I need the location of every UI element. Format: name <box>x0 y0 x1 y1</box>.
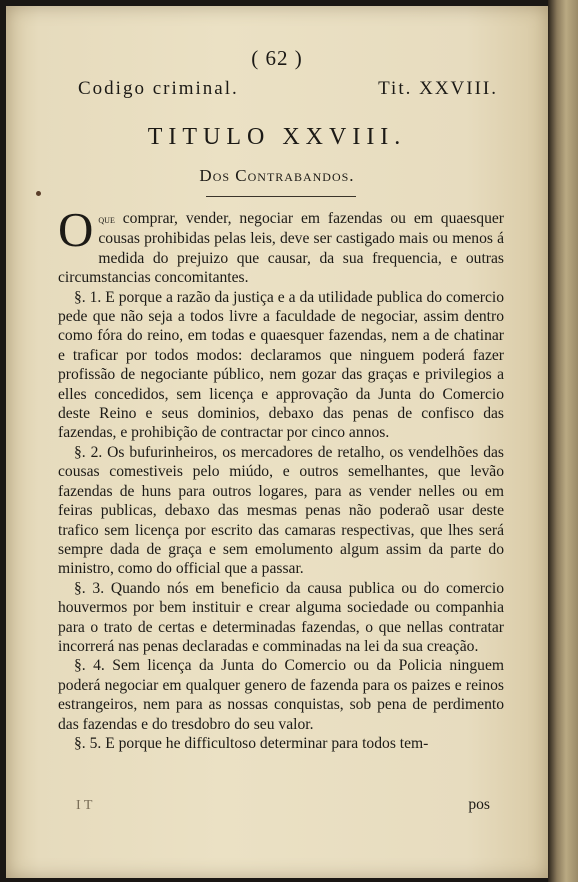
page-number: ( 62 ) <box>251 46 303 70</box>
paragraph: §. 4. Sem licença da Junta do Comercio ou da Policia ninguem poderá negociar em qualquer genero de fazenda para os paizes e reinos estrangeiros, nem para as nossas conquistas, sob pena de perdimento das fazendas e do tresdobro do seu valor. <box>58 657 504 733</box>
opening-word: que <box>98 212 115 226</box>
book-edge <box>548 0 578 882</box>
chapter-subtitle: Dos Contrabandos. <box>199 166 355 185</box>
paragraph <box>58 202 504 288</box>
paragraph: §. 3. Quando nós em beneficio da causa publica ou do comercio houvermos por bem instituir e crear alguma sociedade ou companhia para o trato de certas e determinadas fazendas, o que nellas contratar incorrerá nas penas declaradas e comminadas na lei da sua creação. <box>58 579 504 655</box>
catchword: pos <box>468 796 490 813</box>
ink-spot <box>36 191 41 196</box>
running-head <box>78 78 498 100</box>
paragraph: §. 2. Os bufurinheiros, os mercadores de retalho, os vendelhões das cousas comestiveis pelo miúdo, e outros semelhantes, que levão fazendas de huns para outros logares, para as vender nelles ou em feiras publicas, debaxo das mesmas penas não poderaõ usar deste trafico sem licença por escrito das camaras respectivas, que lhes será sempre dada de graça e sem emolumento algum assim da parte do ministro, como do official que a passar. <box>58 443 504 578</box>
paragraph-text: comprar, vender, negociar em fazendas ou em quaesquer cousas prohibidas pelas leis, deve ser castigado mais ou menos á medida do prejuizo que causar, da sua frequencia, e outras circumstancias concomitantes. <box>58 210 504 287</box>
running-head-left: Codigo criminal. <box>78 78 239 99</box>
running-head-right: Tit. XXVIII. <box>378 78 498 99</box>
title-rule <box>206 196 356 197</box>
chapter-title: TITULO XXVIII. <box>147 124 407 150</box>
paragraph: §. 5. E porque he difficultoso determinar para todos tem- <box>74 734 429 752</box>
drop-cap: O <box>58 202 94 257</box>
body-text <box>58 202 504 753</box>
paragraph: §. 1. E porque a razão da justiça e a da utilidade publica do comercio pede que não seja a todos livre a faculdade de negociar, assim dentro como fóra do reino, em todas e quaesquer fazendas, nem a de chatinar e traficar por todos modos: declaramos que ninguem poderá fazer profissão de negociante público, nem gozar das graças e privilegios a elles concedidos, sem licença e approvação da Junta do Comercio deste Reino e seus dominios, debaxo das penas de confisco das fazendas, e prohibição de contractar por cinco annos. <box>58 288 504 442</box>
book-page <box>6 6 548 878</box>
signature-mark: I T <box>76 798 93 813</box>
